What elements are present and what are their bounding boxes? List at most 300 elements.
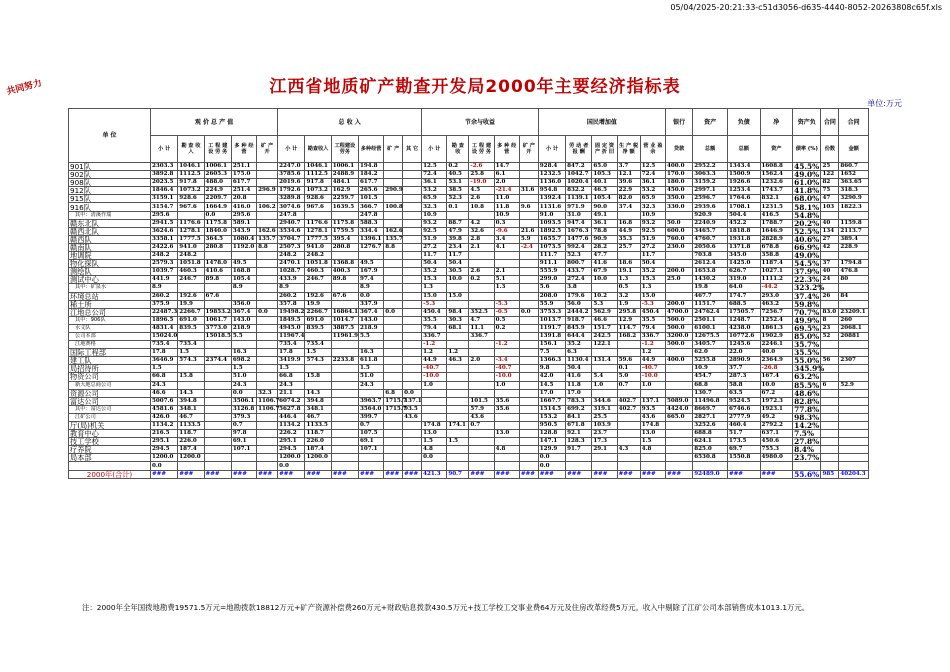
table-cell: ### [359,470,384,478]
table-cell [469,430,494,438]
table-cell: 122.1 [592,341,617,349]
table-cell [403,211,422,219]
table-cell: 156.1 [538,341,565,349]
table-cell: 40.6% [794,234,820,244]
table-cell [519,422,538,430]
table-cell: 265.6 [359,187,384,195]
table-cell: 49.0% [794,170,820,180]
table-cell: 296.9 [257,187,278,195]
table-cell: 92489.0 [693,470,728,478]
table-cell [384,381,403,389]
table-cell: 66.8 [278,373,305,381]
table-cell: 2.0 [469,357,494,365]
table-cell: 23.4 [447,243,469,251]
table-cell: 27 [821,235,839,243]
table-cell: 6746.6 [727,405,760,413]
table-cell [821,454,839,462]
table-cell: 735.4 [278,341,305,349]
table-cell: 68.0% [794,194,820,204]
table-cell: 416.0 [231,203,256,211]
sub-header-cell: 生 产 税 净 额 [617,136,640,163]
table-cell: 1013.7 [538,316,565,324]
table-cell: 1248.7 [727,316,760,324]
table-cell: 0.0 [257,308,278,316]
table-cell [257,332,278,340]
table-cell [257,292,278,300]
table-cell [305,381,331,389]
table-cell: 954.8 [538,187,565,195]
table-cell: 89.8 [204,276,231,284]
table-cell [403,219,422,227]
table-cell [617,389,640,397]
table-cell: 70.7% [794,307,820,317]
table-cell: ### [305,470,331,478]
table-cell: 4.5 [469,187,494,195]
table-cell: 246.7 [178,276,204,284]
table-cell: 24.3 [359,381,384,389]
table-cell: 2792.2 [760,422,793,430]
table-cell: 67.6 [204,292,231,300]
table-cell: 950.5 [538,422,565,430]
table-cell [447,341,469,349]
table-cell: 2940.7 [278,219,305,227]
table-cell [204,381,231,389]
table-cell [331,422,358,430]
table-cell: 27.2 [422,243,447,251]
table-cell [204,341,231,349]
table-cell: 588.3 [359,219,384,227]
table-cell: 10.9 [693,365,728,373]
table-cell: 800.7 [566,260,592,268]
table-cell: 1562.4 [760,171,793,179]
table-cell [331,365,358,373]
table-cell: 11961.9 [332,333,359,340]
table-cell: 66.9% [794,242,820,252]
table-cell: 168.2 [617,332,640,340]
table-cell: 3159.1 [150,195,177,203]
table-cell: 52.3 [447,195,469,203]
table-cell: 8.4% [793,446,821,454]
table-cell: 1430.2 [693,276,728,284]
table-cell: 287.3 [727,373,760,381]
row-label: 江地总公司 [69,308,151,316]
table-cell [403,332,422,340]
table-cell: 295.8 [617,308,640,316]
table-cell [257,179,278,187]
table-cell: 1051.8 [178,260,204,268]
table-cell [640,462,665,470]
table-cell: 574.3 [178,357,204,365]
table-cell: 671.8 [566,422,592,430]
table-cell [665,373,692,381]
sub-header-cell: 多 种 经 营 [231,136,256,163]
table-cell: 947.4 [566,219,592,227]
sub-header-cell: 劳 动 者 报 酬 [566,136,592,163]
table-cell: 2579.3 [150,260,177,268]
table-cell: 19.8 [693,284,728,292]
table-cell: 14.7 [494,163,519,171]
table-row [69,300,869,308]
sub-header-cell: 工 程 建 设 劳 务 [204,136,231,163]
table-cell: 200.0 [665,268,692,276]
table-cell: 251.4 [231,187,256,195]
table-cell: -1.2 [494,341,519,349]
table-cell: 1175.8 [331,219,358,227]
table-cell: 433.7 [566,268,592,276]
table-cell: 4424.0 [665,405,692,413]
table-cell: 6074.2 [278,397,305,405]
table-cell: 57.9 [469,405,494,413]
table-cell: 1743.7 [760,187,793,195]
table-cell: 1051.8 [305,260,331,268]
table-cell: 50.4 [640,260,665,268]
table-cell [384,300,403,308]
table-cell [403,163,422,171]
table-cell [469,373,494,381]
table-cell: 2068.1 [839,324,869,332]
table-cell: 36.1 [422,179,447,187]
table-cell: 49.0% [794,251,820,261]
table-cell: 92.5 [640,227,665,235]
table-cell: 1253.4 [727,187,760,195]
table-cell: 928.4 [538,163,565,171]
table-cell: 54.8% [794,210,820,220]
table-cell: 463.2 [760,300,793,308]
table-cell: 40 [821,268,839,276]
table-cell [204,349,231,357]
table-cell: 2266.7 [178,308,204,316]
table-cell: 75 [821,187,839,195]
table-cell: 1276.7 [359,243,384,251]
table-cell [592,462,617,470]
table-cell: 63.5 [727,389,760,397]
table-cell: 1896.5 [150,316,177,324]
table-cell: 6.8 [384,389,403,397]
table-cell [447,462,469,470]
table-cell [447,430,469,438]
table-cell: 40.0 [760,349,793,357]
table-cell: 3.8 [566,284,592,292]
table-cell [384,163,403,171]
sub-header-cell: 矿 产 开 [519,136,538,163]
table-cell: 10772.6 [727,332,760,340]
table-cell: 3506.1 [231,397,256,405]
table-cell [617,422,640,430]
table-cell: 337.9 [359,300,384,308]
table-row [69,389,869,397]
table-cell: 40.1 [592,179,617,187]
table-cell [592,389,617,397]
row-label: 赣西队 [69,235,151,243]
table-cell: 17.8 [150,349,177,357]
table-cell: 170.0 [665,171,692,179]
table-cell: 698.2 [231,357,256,365]
table-cell: 30.3 [447,316,469,324]
table-cell [384,276,403,284]
table-cell: ### [665,470,692,478]
table-cell [403,203,422,211]
table-cell: 49.2 [760,413,793,421]
table-cell: 500.0 [665,341,692,349]
table-cell: 460.3 [305,268,331,276]
table-cell [839,397,869,405]
table-cell: 1794.8 [839,260,869,268]
table-cell: 735.4 [150,341,177,349]
table-cell: 3074.6 [278,203,305,211]
table-cell [469,389,494,397]
table-cell [384,332,403,340]
table-row [69,243,869,251]
table-cell: 3624.6 [150,227,177,235]
table-cell: 52 [821,332,839,340]
table-cell: 2.6 [469,268,494,276]
table-cell: 1159.8 [839,219,869,227]
table-cell: 31.6 [519,187,538,195]
table-cell: 11496.8 [693,397,728,405]
table-cell: 755.3 [760,446,793,454]
table-cell: -3.4 [494,357,519,365]
table-cell: 52.9 [839,381,869,389]
table-cell: ### [640,470,665,478]
table-cell: 194.8 [359,163,384,171]
table-cell [403,179,422,187]
table-cell: 9.6 [519,203,538,211]
table-cell [447,373,469,381]
table-cell [204,438,231,446]
table-cell: 25.5 [592,413,617,421]
table-cell: 35.5% [794,348,820,358]
table-cell: ### [538,470,565,478]
table-cell: 67.2 [760,389,793,397]
table-cell: 51.7 [727,430,760,438]
table-row [69,373,869,381]
table-cell: 50.4 [422,260,447,268]
table-cell: 2246.1 [760,341,793,349]
table-cell [384,430,403,438]
row-label: 水文队 [69,324,151,332]
table-cell [384,341,403,349]
table-cell [640,389,665,397]
table-cell: 25.7 [617,243,640,251]
table-cell: 2209.7 [204,195,231,203]
table-cell: 41.6 [592,260,617,268]
table-cell: 1042.7 [566,171,592,179]
table-cell: 51.9 [422,235,447,243]
table-cell [519,438,538,446]
table-cell [617,252,640,260]
table-cell [403,446,422,454]
table-cell: 248.2 [278,252,305,260]
table-cell: 1134.2 [278,422,305,430]
row-label: 916队 [69,203,151,211]
table-cell: 839.5 [305,324,331,332]
table-cell: 7.5 [538,349,565,357]
table-cell: 1664.9 [204,203,231,211]
table-cell: 5627.8 [278,405,305,413]
table-cell [519,260,538,268]
row-label: 其中：矿泉水 [69,284,151,292]
table-cell: 971.9 [566,203,592,211]
table-cell: 106.2 [257,203,278,211]
table-cell [359,454,384,462]
table-row [69,341,869,349]
table-cell: 1073.2 [305,187,331,195]
table-cell: 16864.1 [332,308,359,315]
sub-header-cell: 矿 产 [384,136,403,163]
table-cell: 920.9 [693,211,728,219]
table-cell: 1131.6 [538,203,565,211]
economic-indicators-table [68,108,869,479]
table-cell: 3534.6 [278,227,305,235]
table-cell [665,462,692,470]
table-cell [693,462,728,470]
table-cell: 299.0 [538,276,565,284]
table-cell [821,397,839,405]
table-cell: 1500.9 [727,171,760,179]
table-cell: 248.2 [178,252,204,260]
table-cell: 10.2 [592,292,617,300]
table-cell [331,252,358,260]
table-cell: 1245.6 [727,341,760,349]
table-cell: 5089.0 [665,397,692,405]
table-cell: -10.0 [422,373,447,381]
sub-header-cell: 小 计 [150,136,177,163]
row-label: 局招待所 [69,365,151,373]
table-cell: 46.5 [592,187,617,195]
table-cell: -0.5 [494,308,519,316]
table-cell [447,365,469,373]
table-cell [403,422,422,430]
table-cell [519,195,538,203]
table-cell: 173.5 [727,438,760,446]
table-cell: 17.3 [592,438,617,446]
table-cell [839,454,869,462]
table-cell [331,397,358,405]
table-cell [494,454,519,462]
sub-header-cell: 金额 [839,136,869,163]
table-cell: 2233.8 [331,357,358,365]
table-cell [519,300,538,308]
table-cell: 41.8% [794,186,820,196]
table-cell [519,446,538,454]
table-cell [331,211,358,219]
table-cell [839,422,869,430]
table-cell [257,195,278,203]
table-cell: 2827.1 [693,413,728,421]
table-cell: 35.3 [617,235,640,243]
table-cell: 2470.1 [278,260,305,268]
table-cell: 137.1 [640,397,665,405]
sub-header-cell: 固 定 资 产 折 旧 [592,136,617,163]
table-cell: 20881 [839,332,869,340]
table-cell: 68.1 [447,324,469,332]
table-cell: 334.4 [359,227,384,235]
table-cell [231,462,256,470]
table-cell: 23209.1 [839,308,869,316]
table-cell: 1676.3 [566,227,592,235]
table-cell: 8.8 [257,243,278,251]
sub-header-cell: 其 它 [403,136,422,163]
row-label: 地调院 [69,252,151,260]
table-row [69,252,869,260]
table-cell: 1200.0 [305,454,331,462]
table-cell: 105.4 [592,195,617,203]
table-cell [178,211,204,219]
table-cell: 31.0 [566,211,592,219]
table-cell: 1371.8 [727,243,760,251]
table-cell [665,430,692,438]
table-cell: 5.4 [592,373,617,381]
table-cell: 0.0 [422,454,447,462]
group-bank: 银行 [665,109,692,136]
table-cell: 5.3 [592,300,617,308]
table-cell: ### [519,470,538,478]
table-cell: 699.2 [566,405,592,413]
table-cell: 1759.5 [331,227,358,235]
table-cell: 26 [821,292,839,300]
table-cell: 1073.2 [178,187,204,195]
table-cell [821,373,839,381]
table-cell: 58.1% [794,202,820,212]
table-row [69,268,869,276]
table-cell: 2247.0 [278,163,305,171]
table-cell [403,227,422,235]
table-cell [384,292,403,300]
table-cell: 8.9 [150,284,177,292]
table-cell: 38.5 [447,187,469,195]
table-cell: 2023.5 [150,179,177,187]
table-cell: 4.7 [469,316,494,324]
table-cell: 260.2 [150,292,177,300]
table-cell: 55.6% [794,469,820,479]
table-cell: 14.3 [305,389,331,397]
table-cell: 1608.8 [760,163,793,171]
table-cell: 11.7 [422,252,447,260]
table-cell: 1.2 [640,349,665,357]
table-cell [665,446,692,454]
table-cell [257,349,278,357]
table-cell: 441.9 [150,276,177,284]
table-cell: 147.1 [538,438,565,446]
table-cell: 2422.6 [150,243,177,251]
table-cell: 53.2 [422,187,447,195]
table-cell [821,341,839,349]
table-cell [359,252,384,260]
table-cell: 3159.2 [693,179,728,187]
table-cell: 15.8 [178,373,204,381]
row-label: 新大地总商公司 [69,381,151,389]
sub-header-cell: 勘 查 收 [447,136,469,163]
group-net: 净 [760,109,793,136]
table-cell: 400.0 [665,163,692,171]
table-cell [257,357,278,365]
table-cell: 89.8 [331,276,358,284]
table-cell: 32.3 [257,389,278,397]
table-cell [257,373,278,381]
table-cell [384,446,403,454]
table-cell [727,462,760,470]
table-cell: 4831.4 [150,324,177,332]
table-cell: 9524.5 [727,397,760,405]
table-cell [204,252,231,260]
table-cell [821,300,839,308]
table-cell: 0.0 [359,292,384,300]
table-cell [839,430,869,438]
table-cell: 179.6 [566,292,592,300]
sub-header-cell: 多种经营 [359,136,384,163]
table-cell: -1.2 [640,341,665,349]
table-cell: 2952.2 [693,163,728,171]
